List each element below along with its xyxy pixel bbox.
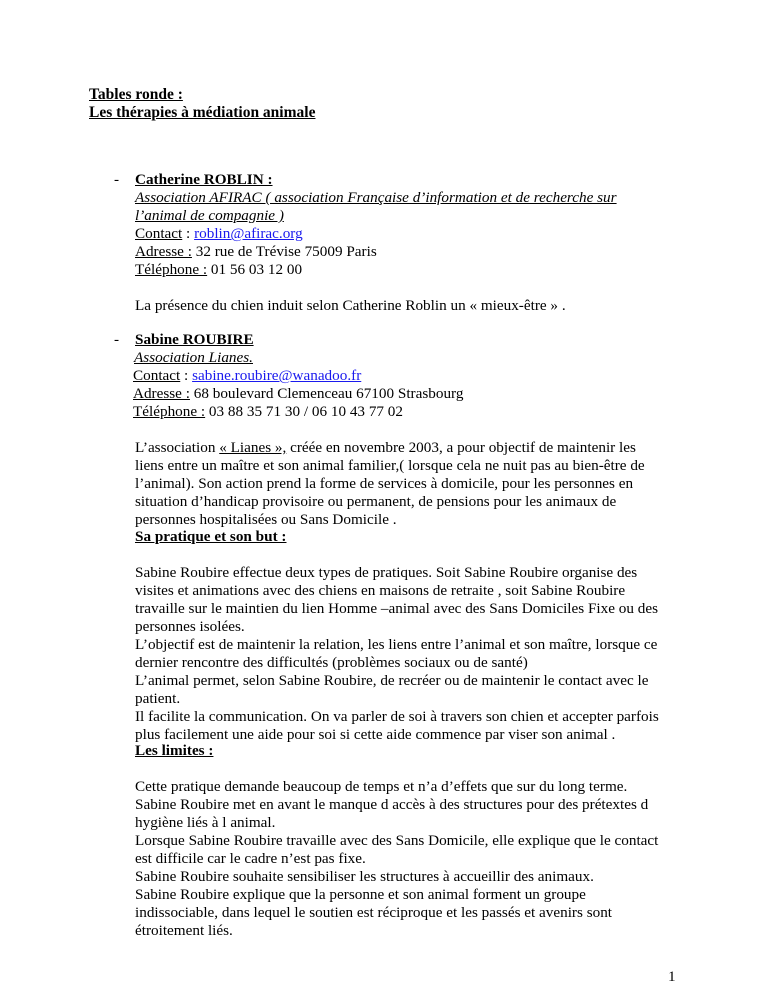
person2-name: Sabine ROUBIRE xyxy=(135,331,254,348)
section-title-limites: Les limites : xyxy=(135,742,214,759)
person2-address-line xyxy=(133,385,463,403)
person2-intro-paragraph xyxy=(135,439,695,529)
intro-line: l’animal). Son action prend la forme de services à domicile, pour les personnes en xyxy=(135,475,634,492)
intro-line: liens entre un maître et son animal familier,( lorsque cela ne nuit pas au bien-être de xyxy=(135,457,645,474)
intro-line xyxy=(135,439,695,457)
contact-separator: : xyxy=(182,225,195,242)
contact-label: Contact xyxy=(135,225,183,242)
section-title-pratique: Sa pratique et son but : xyxy=(135,528,287,545)
title-line-2: Les thérapies à médiation animale xyxy=(89,104,316,121)
contact-separator: : xyxy=(180,367,193,384)
address-label: Adresse : xyxy=(135,243,192,260)
address-value: 68 boulevard Clemenceau 67100 Strasbourg xyxy=(189,385,464,402)
paragraph-line: Sabine Roubire effectue deux types de pratiques. Soit Sabine Roubire organise des xyxy=(135,564,638,581)
phone-value: 03 88 35 71 30 / 06 10 43 77 02 xyxy=(205,403,403,420)
paragraph-line: Lorsque Sabine Roubire travaille avec des Sans Domicile, elle explique que le contact xyxy=(135,832,659,849)
intro-line: personnes hospitalisées ou Sans Domicile . xyxy=(135,511,397,528)
person1-contact-line xyxy=(135,225,303,243)
paragraph-line: dernier rencontre des difficultés (problèmes sociaux ou de santé) xyxy=(135,654,528,671)
person2-email-link[interactable]: sabine.roubire@wanadoo.fr xyxy=(192,367,362,384)
paragraph-line: L’objectif est de maintenir la relation, les liens entre l’animal et son maître, lorsque ce xyxy=(135,636,658,653)
contact-label: Contact xyxy=(133,367,181,384)
paragraph-line: patient. xyxy=(135,690,181,707)
person1-phone-line xyxy=(135,261,302,279)
paragraph-line: travaille sur le maintien du lien Homme –animal avec des Sans Domiciles Fixe ou des xyxy=(135,600,658,617)
person1-association-line-2: l’animal de compagnie ) xyxy=(135,207,284,224)
paragraph-line: Sabine Roubire met en avant le manque d accès à des structures pour des prétextes d xyxy=(135,796,649,813)
section-pratique-paragraph xyxy=(135,564,695,744)
section-limites-paragraph xyxy=(135,778,695,940)
paragraph-line: hygiène liés à l animal. xyxy=(135,814,276,831)
person1-summary: La présence du chien induit selon Catherine Roblin un « mieux-être » . xyxy=(135,297,566,314)
intro-prefix: L’association xyxy=(135,439,220,456)
paragraph-line: personnes isolées. xyxy=(135,618,245,635)
paragraph-line: L’animal permet, selon Sabine Roubire, de recréer ou de maintenir le contact avec le xyxy=(135,672,649,689)
paragraph-line: visites et animations avec des chiens en maisons de retraite , soit Sabine Roubire xyxy=(135,582,626,599)
person1-association-line-1: Association AFIRAC ( association Française d’information et de recherche sur xyxy=(135,189,617,206)
person1-address-line xyxy=(135,243,377,261)
bullet-dash-2: - xyxy=(114,331,120,348)
page-number: 1 xyxy=(668,968,676,985)
person2-association: Association Lianes. xyxy=(134,349,253,366)
intro-suffix: créée en novembre 2003, a pour objectif de maintenir les xyxy=(286,439,636,456)
title-line-1: Tables ronde : xyxy=(89,86,183,103)
paragraph-line: est difficile car le cadre n’est pas fixe. xyxy=(135,850,366,867)
bullet-dash-1: - xyxy=(114,171,120,188)
person1-email-link[interactable]: roblin@afirac.org xyxy=(194,225,303,242)
person1-name: Catherine ROBLIN : xyxy=(135,171,273,188)
phone-label: Téléphone : xyxy=(135,261,208,278)
person2-phone-line xyxy=(133,403,403,421)
lianes-link-text: « Lianes », xyxy=(219,439,287,456)
person2-contact-line xyxy=(133,367,361,385)
phone-label: Téléphone : xyxy=(133,403,206,420)
paragraph-line: Sabine Roubire explique que la personne et son animal forment un groupe xyxy=(135,886,586,903)
paragraph-line: Il facilite la communication. On va parler de soi à travers son chien et accepter parfois xyxy=(135,708,659,725)
address-label: Adresse : xyxy=(133,385,190,402)
paragraph-line: Sabine Roubire souhaite sensibiliser les structures à accueillir des animaux. xyxy=(135,868,594,885)
paragraph-line: plus facilement une aide pour soi si cette aide commence par viser son animal . xyxy=(135,726,616,743)
paragraph-line: Cette pratique demande beaucoup de temps et n’a d’effets que sur du long terme. xyxy=(135,778,628,795)
phone-value: 01 56 03 12 00 xyxy=(207,261,303,278)
paragraph-line: indissociable, dans lequel le soutien est réciproque et les passés et avenirs sont xyxy=(135,904,613,921)
paragraph-line: étroitement liés. xyxy=(135,922,233,939)
intro-line: situation d’handicap provisoire ou permanent, de pensions pour les animaux de xyxy=(135,493,617,510)
address-value: 32 rue de Trévise 75009 Paris xyxy=(191,243,377,260)
